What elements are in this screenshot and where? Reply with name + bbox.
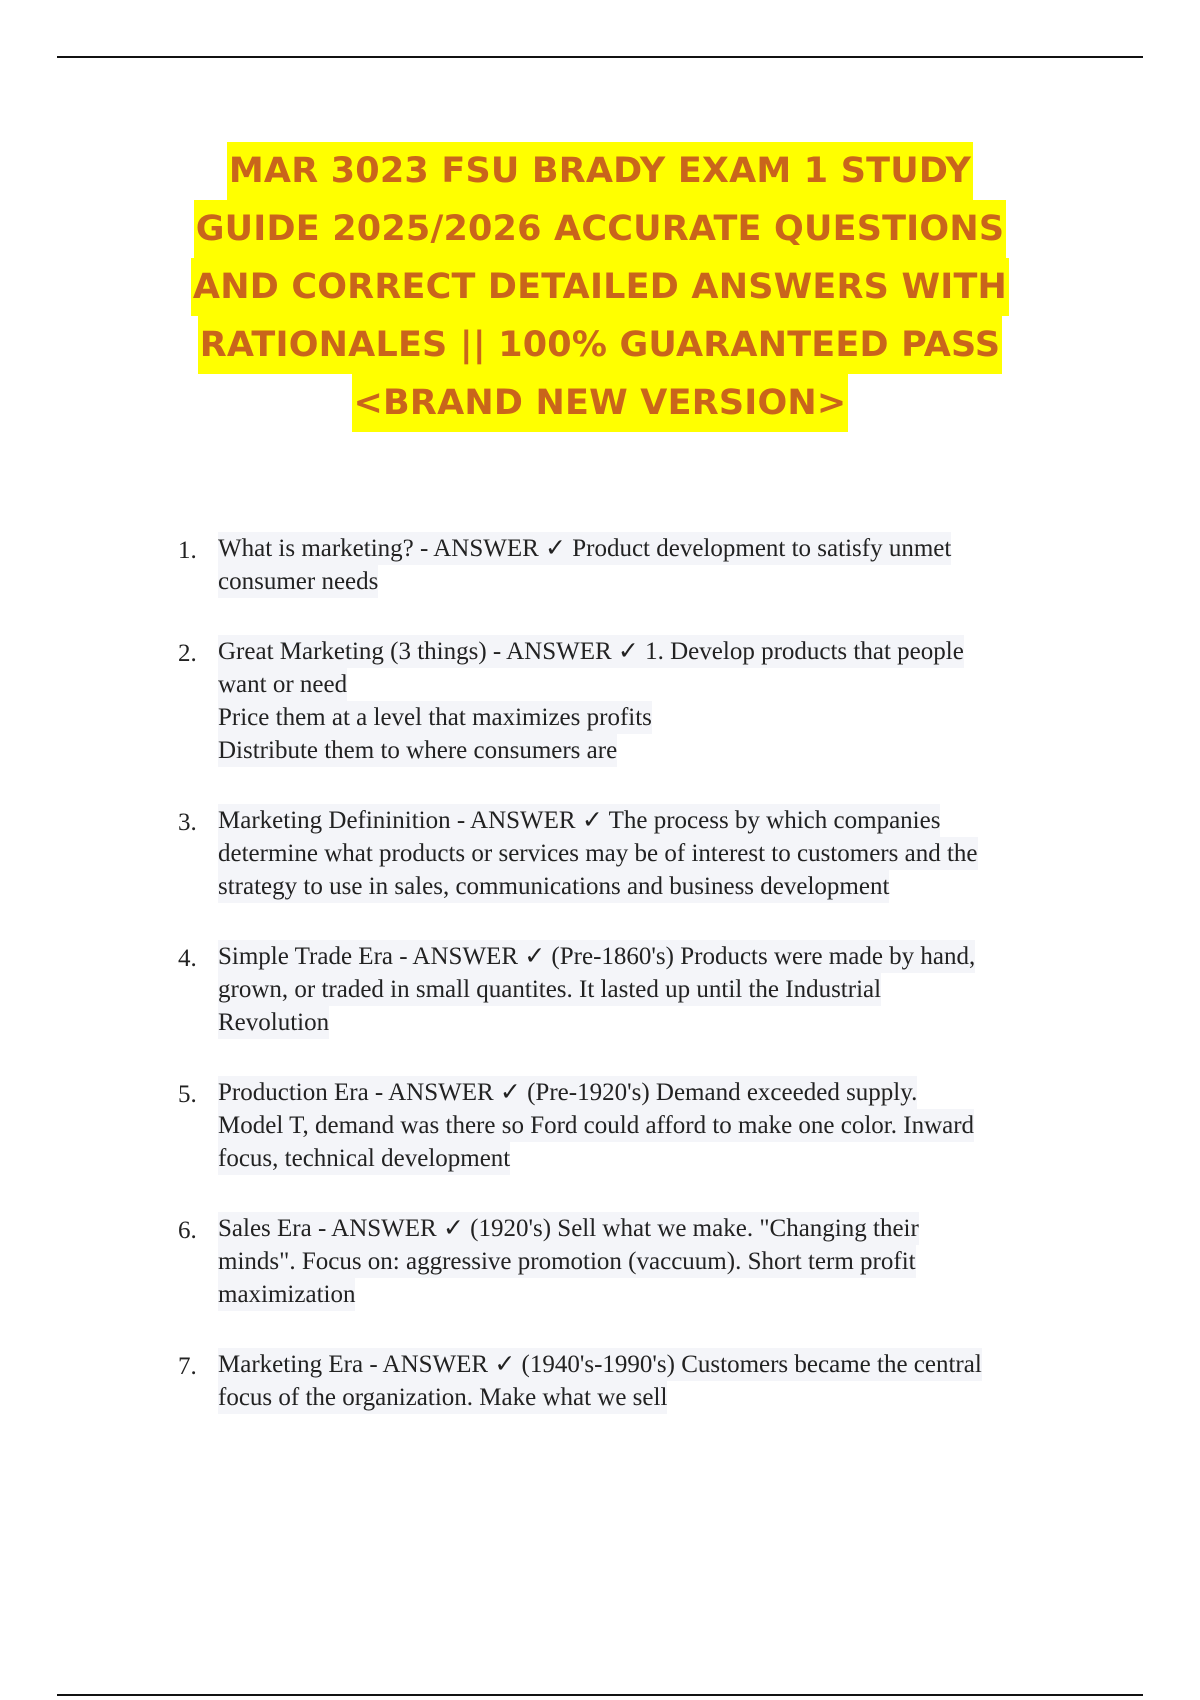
qa-text-line: strategy to use in sales, communications and business development: [218, 870, 889, 903]
qa-text-line: Production Era - ANSWER ✓ (Pre-1920's) Demand exceeded supply.: [218, 1076, 917, 1109]
qa-text-line: Marketing Defininition - ANSWER ✓ The process by which companies: [218, 804, 940, 837]
qa-text-line: Price them at a level that maximizes profits: [218, 701, 652, 734]
qa-text-line: minds". Focus on: aggressive promotion (vaccuum). Short term profit: [218, 1245, 916, 1278]
qa-text-line: Great Marketing (3 things) - ANSWER ✓ 1. Develop products that people: [218, 635, 964, 668]
qa-text-line: Distribute them to where consumers are: [218, 734, 617, 767]
qa-text-line: What is marketing? - ANSWER ✓ Product development to satisfy unmet: [218, 532, 951, 565]
qa-text-line: determine what products or services may be of interest to customers and the: [218, 837, 978, 870]
qa-text-line: focus, technical development: [218, 1142, 510, 1175]
qa-item: [0, 635, 1200, 767]
qa-item: [0, 804, 1200, 903]
title-line: RATIONALES || 100% GUARANTEED PASS: [198, 316, 1003, 374]
qa-text-line: Revolution: [218, 1006, 329, 1039]
qa-text-line: Marketing Era - ANSWER ✓ (1940's-1990's) Customers became the central: [218, 1348, 982, 1381]
title-line: AND CORRECT DETAILED ANSWERS WITH: [191, 258, 1009, 316]
qa-number: 5.: [178, 1081, 197, 1108]
qa-item: [0, 1348, 1200, 1414]
document-title: [130, 142, 1070, 432]
qa-text: [218, 804, 1088, 903]
qa-item: [0, 1212, 1200, 1311]
qa-text-line: Simple Trade Era - ANSWER ✓ (Pre-1860's) Products were made by hand,: [218, 940, 975, 973]
qa-item: [0, 1076, 1200, 1175]
qa-number: 1.: [178, 537, 197, 564]
qa-number: 4.: [178, 945, 197, 972]
qa-text-line: maximization: [218, 1278, 355, 1311]
qa-text: [218, 1212, 1088, 1311]
qa-list: [0, 532, 1200, 1451]
qa-text: [218, 940, 1088, 1039]
qa-text-line: Model T, demand was there so Ford could afford to make one color. Inward: [218, 1109, 974, 1142]
header-rule: [57, 56, 1143, 58]
qa-text: [218, 532, 1088, 598]
qa-text: [218, 635, 1088, 767]
qa-item: [0, 532, 1200, 598]
qa-text-line: Sales Era - ANSWER ✓ (1920's) Sell what we make. "Changing their: [218, 1212, 919, 1245]
title-line: MAR 3023 FSU BRADY EXAM 1 STUDY: [227, 142, 973, 200]
qa-text: [218, 1076, 1088, 1175]
qa-number: 3.: [178, 809, 197, 836]
qa-text-line: grown, or traded in small quantites. It lasted up until the Industrial: [218, 973, 881, 1006]
qa-number: 6.: [178, 1217, 197, 1244]
qa-number: 2.: [178, 640, 197, 667]
qa-text-line: consumer needs: [218, 565, 378, 598]
qa-number: 7.: [178, 1353, 197, 1380]
qa-text: [218, 1348, 1088, 1414]
title-line: <BRAND NEW VERSION>: [352, 374, 849, 432]
title-line: GUIDE 2025/2026 ACCURATE QUESTIONS: [194, 200, 1007, 258]
qa-text-line: want or need: [218, 668, 347, 701]
qa-text-line: focus of the organization. Make what we sell: [218, 1381, 667, 1414]
qa-item: [0, 940, 1200, 1039]
footer-rule: [57, 1694, 1143, 1696]
